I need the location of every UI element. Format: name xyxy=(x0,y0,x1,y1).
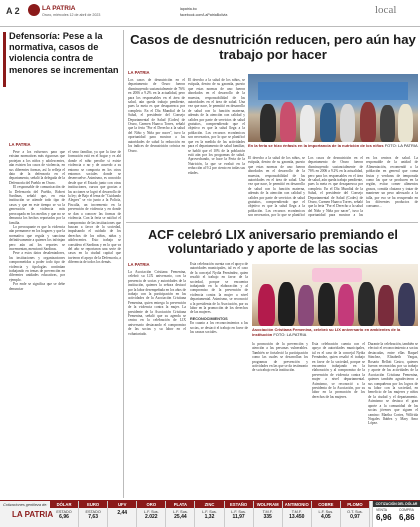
ticker-title: Cotizaciones gentileza de: xyxy=(3,503,48,507)
top-article-col3: en los centros de salud. La responsable de la unidad de Alimentación, recomendó a la población en general que coma frutas y verduras de temporada como las que se producen en la región, evitar comer alimentos grasos, comida chatarra y tratar de mantener un peso adecuado a la talla, por eso se ha recuperado en los diferentes productos de consumo... xyxy=(366,156,418,209)
ticker-item-label: L.F. Sus. xyxy=(143,510,159,514)
ticker-item-value: 11,97 xyxy=(232,514,245,520)
ticker-item-name: PLOMO xyxy=(341,501,369,508)
acf-anniversary-photo xyxy=(252,264,418,326)
ticker-items xyxy=(50,501,370,527)
article-divider xyxy=(126,222,418,223)
top-article-col2: El derecho a la salud de los niños, se estipula, dentro de su garantía, puesto que estas normas de uno fueron abordados en el desarrollo de la muestra, responsabilidad de las autoridades en el área de salud. Una vez que nace, le permitió en desarrollo de salud con la función materna, además de la atención con calidad y calidez por parte de servicios de salud gratuitos, comprendiendo que el objetivo es que la salud llega a la población. Los recursos económicos son necesarios, por lo que se planificó que en la medida de las actividades para el departamento de salud familiar, se habló que el 10% de la población está aún por los programas de salud. Aprovechando, se hace la Feria de la Nutrición, la que se evaluó en la reducción al 9.2 por ciento en todas sus edades. xyxy=(188,78,245,175)
top-article-col2c: Los casos de desnutrición en el departamento de Oruro fueron disminuyendo sustancialmente de 76% en 2006 a 9.2% en la actualidad, pero para los responsables en el área de salud, aún queda trabajo pendiente, pues la meta es que desaparezca por completo. En el Día Mundial de la Salud, el presidente del Consejo Departamental de Salud (Codes) de Oruro, Carmen Huarca Torres, señaló que la feria "Por el Derecho a la salud del Niño y Niña por nacer", tuvo la oportunidad para mostrar a las xyxy=(308,156,363,218)
ticker-item-name: ANTIMONIO xyxy=(283,501,311,508)
ticker-item-name: DÓLAR xyxy=(50,501,78,508)
dollar-box xyxy=(372,501,420,527)
bottom-article-col3b: Esta celebración cuenta con el apoyo de autoridades municipales, tal es el caso de la concejal Nydia Fernández, quien resaltó el trabajo en favor de la sociedad, porque se encuentra trabajando en la elaboración y al compromiso de la prevención de violencia contra la mujer a nivel departamental. Asimismo, se reconoció a la presidenta de la Asociación, por su labor en la promoción de los derechos de las mujeres. xyxy=(312,342,365,399)
ticker-item-name: ZINC xyxy=(195,501,223,508)
ticker-item xyxy=(283,501,312,527)
ticker-item xyxy=(225,501,254,527)
ticker-item xyxy=(166,501,195,527)
ticker-item xyxy=(341,501,370,527)
top-photo-caption xyxy=(248,144,418,149)
ticker-item xyxy=(312,501,341,527)
ticker-item xyxy=(254,501,283,527)
header-brand: LA PATRIA xyxy=(42,5,76,12)
ticker-item-value: 2.022 xyxy=(145,514,158,520)
left-para4: Pese a estos datos desalentadores, las instituciones y organizaciones comprometidas a poder todo tipo de violencia y tipologías continúan trabajando en temas de prevención en diferentes unidades educativas, por ejemplo. xyxy=(9,251,65,282)
bottom-article-byline: LA PATRIA xyxy=(128,262,150,267)
bottom-col2b-text: En cuanto a los reconocimientos a las socias, se destacó el trabajo en favor de las causas sociales. xyxy=(190,321,248,335)
bottom-article-col4: Durante la celebración, también se efectuó el reconocimiento a socias destacadas, entre ellas Raquel Sánchez, Elizabeth Vargas, Rosario Bellott Castro, quienes fueron reconocidas por su trabajo y aporte de las actividades de la Asociación Cristiana Femenina, quienes también agradecieron a sus compañeras por los logros de su labor con la sociedad, en beneficio de las mujeres y niños de la ciudad y el departamento. Asimismo se destaca el gran aporte a la comunidad de las socias jóvenes que siguen el camino: Martha Cortez, Wilfrida Nogales Ibáñez y Mary Amo López. xyxy=(368,342,418,426)
left-article-col1 xyxy=(9,150,65,520)
left-para2: El responsable de comunicación de la Defensoría del Pueblo, Robert Sardinas, señaló que, en esta institución se atiende todo tipo de casos y que en este tiempo se va la generación de violencia más preocupada en los medios y que no se denuncia los hechos reportados por la familia. xyxy=(9,185,65,225)
left-article-col2: el seno familiar, ya que la fase de formación está en el hogar y es ahí donde el niño percibe si existe violencia o no y de acuerdo a su entorno se comporta en los otros entornos sociales donde se desenvuelve. Asimismo, es conocido desde que el Estado junto con otras instituciones, cursos que gracias a las acciones se logró el desarrollo de la ley; de Bajo el lema de "Cuidando Alegres" se vio junto a la Policía, Fiscalía, un incremento en la prevención de violencia y en donde se dan a conocer las formas de violencia. Con la feria se ratificó el compromiso de las instituciones que buscan a favor de la sociedad, impulsando el cuidado de los derechos de los niños, niñas y adolescentes. Esto trabajo se considera el Sardinas y en lo que va del año se reportaron una serie de casos en la ciudad capital que tuvieron el apoyo de la Defensoría, a diferencia de todos los demás. xyxy=(68,150,121,265)
venta-label: VENTA xyxy=(376,508,388,512)
left-para3: Lo preocupante es que la violencia aún permanece en los hogares y que la normativa que regula y sanciona definitivamente a quienes los infrinjan pero aún así los reportes se incrementan, mencionó Sardinas. xyxy=(9,224,65,251)
left-article-title: Defensoría: Pese a la normativa, casos de violencia contra de menores se incrementan xyxy=(9,31,119,75)
top-article-col2b: El derecho a la salud de los niños, se estipula, dentro de su garantía, puesto que estas normas de uno fueron abordados en el desarrollo de la muestra, responsabilidad de las autoridades en el área de salud. Una vez que nace, le permitió en desarrollo de salud con la función materna, además de la atención con calidad y calidez por parte de servicios de salud gratuitos, comprendiendo que el objetivo es que la salud llega a la población. Los recursos económicos son necesarios, por lo que se planificó xyxy=(248,156,305,218)
ticker-item-name: ESTAÑO xyxy=(225,501,253,508)
compra-value: 6,86 xyxy=(399,513,415,522)
ticker-item-name: EURO xyxy=(79,501,107,508)
left-para5: Por ende se significa que se debe denunciar xyxy=(9,282,65,291)
header-web: lapatria.bo xyxy=(180,7,197,11)
venta-value: 6,96 xyxy=(376,513,392,522)
ticker-item-label: L.F. Sus. xyxy=(231,510,246,514)
section-label: local xyxy=(375,4,397,16)
ticker-brand: LA PATRIA xyxy=(12,510,54,519)
ticker-item-name: COBRE xyxy=(312,501,340,508)
ticker-item-name: PLATA xyxy=(166,501,194,508)
bottom-article-col3: la promoción de la prevención y atención a las personas vulnerables. También se fortaleció la participación como las cuales se desarrollan los programas de prevención y actividades en las que se da testimonio de su trabajo en la institución. xyxy=(252,342,308,373)
compra-label: COMPRA xyxy=(399,508,414,512)
ticker-item-value: 4,05 xyxy=(320,514,331,520)
ticker-item xyxy=(79,501,108,527)
ticker-item-label: L.F. Sus. xyxy=(202,510,217,514)
ticker-item-label: O.T. Sus. xyxy=(347,510,363,514)
ticker-item-label: T.M.F. xyxy=(291,510,302,514)
ticker-item-value: 13.450 xyxy=(289,514,305,520)
ticker-item-value: 335 xyxy=(263,514,272,520)
ticker-item-value: 2,44 xyxy=(117,510,128,516)
top-article-byline: LA PATRIA xyxy=(128,70,150,75)
ticker-item-label: L.F. Sus. xyxy=(318,510,334,514)
ticker-item-label: ESTADO xyxy=(85,510,101,514)
nutrition-fair-photo xyxy=(248,74,418,142)
top-article-col1: Los casos de desnutrición en el departamento de Oruro fueron disminuyendo sustancialmente de 76% en 2006 a 9.2% en la actualidad, pero para los responsables en el área de salud, aún queda trabajo pendiente, pues la meta es que desaparezca por completo. En el Día Mundial de la Salud, el presidente del Consejo Departamental de Salud (Codes) de Oruro, Carmen Huarca Torres, señaló que la feria "Por el Derecho a la salud del Niño y Niña por nacer", tuvo la oportunidad para mostrar a las autoridades de salud la reducción en los índices de desnutrición crónica en Oruro. xyxy=(128,78,185,153)
ticker-item-label: ESTADO xyxy=(56,510,72,514)
column-divider xyxy=(123,30,124,498)
logo-icon xyxy=(28,4,40,16)
ticker-item xyxy=(108,501,137,527)
quotes-ticker xyxy=(0,500,420,527)
ticker-item xyxy=(50,501,79,527)
left-para1: Pese a los esfuerzos para que existan normativas más rigurosas que protejan a los niños y adolescentes, aún existen los casos de violencia, en sus diferentes formas, así lo refleja el dato de la defensoría en el departamento, señaló la delegada de la Defensoría del Pueblo en Oruro. xyxy=(9,150,65,185)
ticker-item xyxy=(137,501,166,527)
banner-shape xyxy=(258,82,408,100)
ticker-item-name: UFV xyxy=(108,501,136,508)
page-number: A 2 xyxy=(6,6,20,16)
ticker-item-value: 25,44 xyxy=(174,514,187,520)
dollar-title: COTIZACIÓN DEL DÓLAR xyxy=(373,501,420,507)
header-social: facebook.com/LaPatriaBolivia xyxy=(180,13,228,17)
ticker-item-value: 6,96 xyxy=(59,514,69,520)
top-article-title: Casos de desnutrición reducen, pero aún hay trabajo por hacer xyxy=(130,32,416,62)
bottom-col2-text: Esta celebración cuenta con el apoyo de autoridades municipales, tal es el caso de la concejal Nydia Fernández, quien resaltó el trabajo en favor de la sociedad, porque se encuentra trabajando en la elaboración y al compromiso de la prevención de violencia contra la mujer a nivel departamental. Asimismo, se reconoció a la presidenta de la Asociación, por su labor en la promoción de los derechos de las mujeres. xyxy=(190,262,248,315)
ticker-item xyxy=(195,501,224,527)
ticker-item-value: 1,32 xyxy=(204,514,215,520)
left-article-rule xyxy=(3,32,6,87)
ticker-item-label: L.F. Sus. xyxy=(173,510,188,514)
header-date: Oruro, miércoles 12 de abril de 2023 xyxy=(42,13,101,17)
page-header xyxy=(0,0,420,27)
ticker-item-value: 0,97 xyxy=(350,514,360,520)
bottom-article-col2 xyxy=(190,262,248,498)
ticker-item-name: WOLFRAM xyxy=(254,501,282,508)
left-article-byline: LA PATRIA xyxy=(9,142,31,147)
top-caption-bold: En la feria se hizo énfasis en la importancia de la nutrición de los niños xyxy=(248,143,384,148)
bottom-article-title: ACF celebró LIX aniversario premiando el voluntariado y aporte de las socias xyxy=(148,228,398,257)
bottom-photo-caption xyxy=(252,328,418,337)
balloon-decoration xyxy=(312,268,362,282)
bottom-caption-by: FOTO: LA PATRIA xyxy=(273,331,307,337)
top-caption-by: FOTO: LA PATRIA xyxy=(384,143,418,148)
bottom-subhead: RECONOCIMIENTOS xyxy=(190,316,228,321)
ticker-item-label: T.M.F. xyxy=(262,510,273,514)
bottom-caption-bold: Asociación Cristiana Femenina, celebró su LIX aniversario en ambientes de la institución xyxy=(252,327,401,337)
ticker-item-name: ORO xyxy=(137,501,165,508)
ticker-item-value: 7,63 xyxy=(88,514,98,520)
bottom-article-col1: La Asociación Cristiana Femenina, celebró su LIX aniversario, con la presencia de socias y autoridades de la institución, quienes la señora destacó por la labor desempeñada en los años de trabajo con la participación en las actividades de la Asociación Cristiana Femenina, quien entrega la prevención de la violencia contra la mujer. La presidente de la Asociación Cristiana Femenina, señaló que su agenda se centra en la celebración de LIX aniversario destacando el compromiso de las socias y su labor en el voluntariado. xyxy=(128,270,186,336)
